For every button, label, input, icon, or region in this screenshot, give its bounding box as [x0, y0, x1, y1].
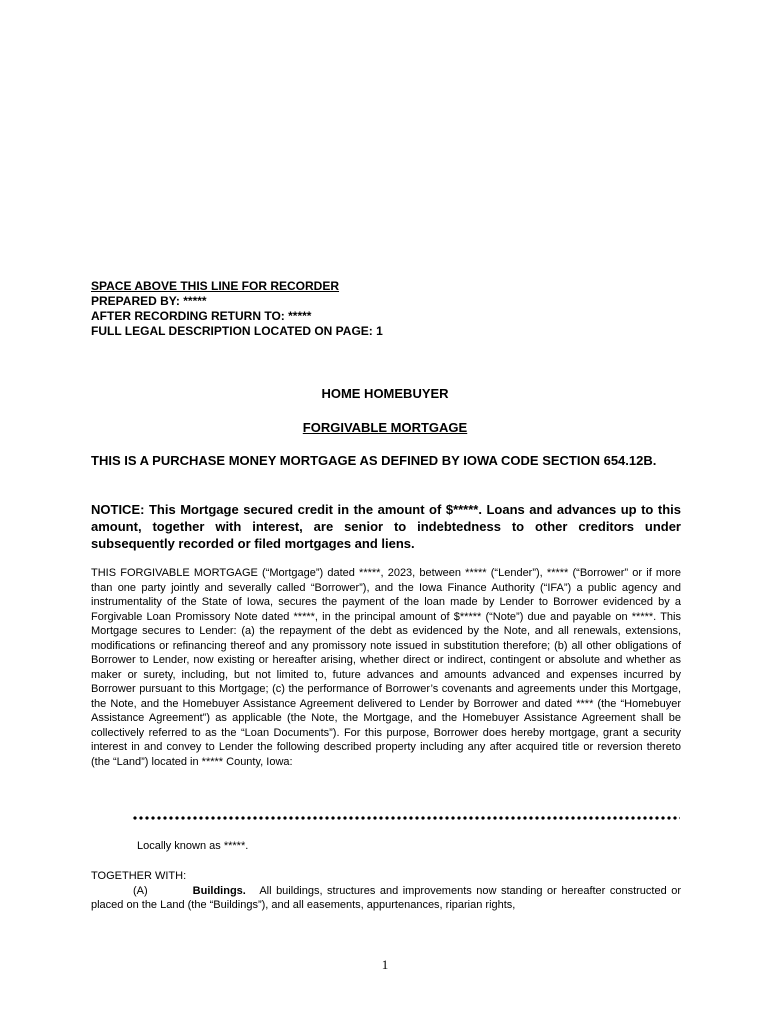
item-a-text: All buildings, structures and improvements now standing or hereafter constructed or placed on the Land (the “Buildings”), and all easements, appurtenances, riparian rights,	[91, 884, 681, 911]
purchase-money-statement: THIS IS A PURCHASE MONEY MORTGAGE AS DEFINED BY IOWA CODE SECTION 654.12B.	[91, 453, 657, 468]
document-title-line2: FORGIVABLE MORTGAGE	[302, 420, 468, 435]
together-with-item-a	[91, 884, 681, 913]
body-paragraph: THIS FORGIVABLE MORTGAGE (“Mortgage”) dated *****, 2023, between ***** (“Lender”), ***** (“Borrower” or if more than one party jointly and severally called “Borrower”), and the Iowa Finance Authority (“IFA”) a public agency and instrumentality of the State of Iowa, secures the payment of the loan made by Lender to Borrower evidenced by a Forgivable Loan Promissory Note dated *****, in the principal amount of $***** (“Note”) due and payable on *****. This Mortgage secures to Lender: (a) the repayment of the debt as evidenced by the Note, and all renewals, extensions, modifications or refinancing thereof and any promissory note issued in substitution therefore; (b) all other obligations of Borrower to Lender, now existing or hereafter arising, whether direct or indirect, contingent or absolute and whether as maker or surety, including, but not limited to, future advances and amounts advanced and expenses incurred by Borrower pursuant to this Mortgage; (c) the performance of Borrower’s covenants and agreements under this Mortgage, the Note, and the Homebuyer Assistance Agreement delivered to Lender by Borrower and dated **** (the “Homebuyer Assistance Agreement”) as applicable (the Note, the Mortgage, and the Homebuyer Assistance Agreement shall be collectively referred to as the “Loan Documents”). For this purpose, Borrower does hereby mortgage, grant a security interest in and convey to Lender the following described property including any after acquired title or reversion thereto (the “Land”) located in ***** County, Iowa:	[91, 567, 681, 768]
recorder-line: SPACE ABOVE THIS LINE FOR RECORDER	[91, 279, 340, 293]
prepared-by: PREPARED BY: *****	[91, 294, 207, 308]
locally-known-as: Locally known as *****.	[137, 840, 249, 852]
item-a-title: Buildings.	[192, 884, 246, 897]
document-title-line1: HOME HOMEBUYER	[321, 386, 449, 401]
return-to: AFTER RECORDING RETURN TO: *****	[91, 309, 312, 323]
legal-description-location: FULL LEGAL DESCRIPTION LOCATED ON PAGE: 1	[91, 324, 383, 338]
together-with-section	[91, 869, 681, 913]
together-with-heading: TOGETHER WITH:	[91, 870, 187, 882]
page-number: 1	[381, 957, 389, 972]
item-a-label: (A)	[133, 884, 148, 897]
recorder-header	[91, 279, 383, 339]
legal-description-placeholder-divider	[132, 815, 680, 821]
notice-paragraph: NOTICE: This Mortgage secured credit in the amount of $*****. Loans and advances up to this amount, together with interest, are senior to indebtedness to other creditors under subsequently recorded or filed mortgages and liens.	[91, 502, 681, 551]
